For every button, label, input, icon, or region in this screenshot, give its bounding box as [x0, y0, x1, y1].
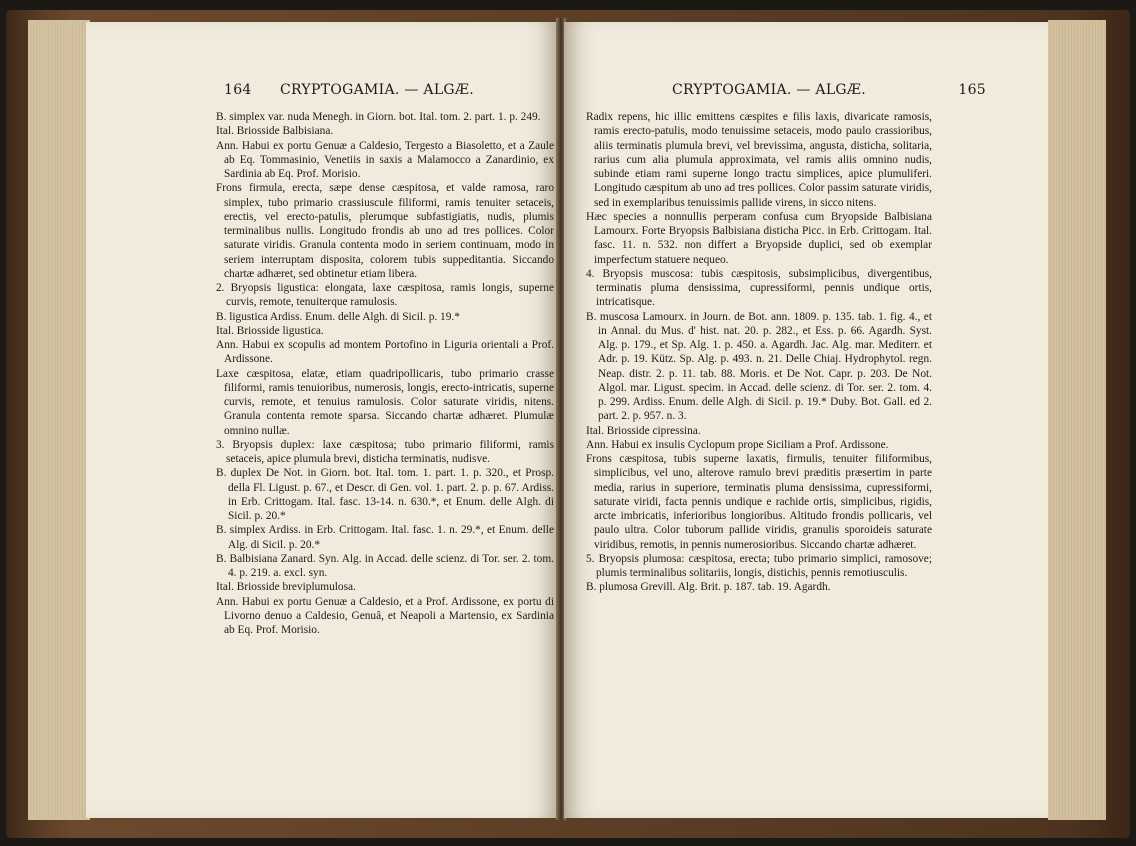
paragraph: 2. Bryopsis ligustica: elongata, laxe cæspitosa, ramis longis, superne curvis, remote, tenuiterque ramulosis.: [216, 282, 554, 309]
paragraph: Ann. Habui ex portu Genuæ a Caldesio, et a Prof. Ardissone, ex portu di Livorno denuo a Caldesio, Genuâ, et Neapoli a Martensio, ex Sardinia ab Eq. Prof. Morisio.: [216, 595, 554, 636]
right-page-number: 165: [958, 82, 986, 98]
paragraph: Ann. Habui ex portu Genuæ a Caldesio, Tergesto a Biasoletto, et a Zaule ab Eq. Tommasinio, Venetiis in saxis a Malamocco a Zanardinio, ex Sardinia ab Eq. Prof. Morisio.: [216, 139, 554, 180]
paragraph: Ann. Habui ex insulis Cyclopum prope Siciliam a Prof. Ardissone.: [586, 438, 889, 451]
left-page: [86, 22, 558, 818]
page-edges-right: [1048, 20, 1106, 820]
left-page-number: 164: [224, 82, 252, 98]
left-page-text: [216, 110, 554, 637]
right-running-head: [672, 82, 986, 106]
paragraph: B. simplex var. nuda Menegh. in Giorn. bot. Ital. tom. 2. part. 1. p. 249.: [216, 111, 541, 123]
paragraph: Frons cæspitosa, tubis superne laxatis, firmulis, tenuiter filiformibus, simplicibus, vel uno, alterove ramulo brevi præditis præsertim in parte media, rarius in superiore, terminatis pluma densissima, cupressiformi, saturate viridi, facta pennis undique e rachide ortis, simplicibus, rigidis, arcte imbricatis, inferioribus longioribus. Altitudo frondis pollicaris, vel paulo ultra. Color tuborum pallide viridis, granulis sporoideis saturate viridibus, remotis, in pennis numerosioribus. Siccando chartæ adhæret.: [586, 453, 932, 551]
paragraph: B. Balbisiana Zanard. Syn. Alg. in Accad. delle scienz. di Tor. ser. 2. tom. 4. p. 219. a. excl. syn.: [216, 552, 554, 579]
paragraph: Laxe cæspitosa, elatæ, etiam quadripollicaris, tubo primario crasse filiformi, ramis tenuioribus, numerosis, longis, erecto-intricatis, superne curvis, remote, et tenuius ramulosis. Color saturate viridis, nitens. Granula contenta remote sparsa. Siccando chartæ adhæret. Plumulæ omnino nullæ.: [216, 367, 554, 437]
left-running-title: CRYPTOGAMIA. — ALGÆ.: [280, 82, 474, 98]
paragraph: Hæc species a nonnullis perperam confusa cum Bryopside Balbisiana Lamourx. Forte Bryopsis Balbisiana disticha Picc. in Erb. Crittogam. Ital. fasc. 11. n. 532. non differt a Bryopside duplici, sed ob exemplar imperfectum statuere nequeo.: [586, 210, 932, 266]
paragraph: Ital. Briosside Balbisiana.: [216, 125, 334, 138]
paragraph: Ital. Briosside ligustica.: [216, 324, 324, 337]
page-edges-left: [28, 20, 90, 820]
paragraph: B. duplex De Not. in Giorn. bot. Ital. tom. 1. part. 1. p. 320., et Prosp. della Fl. Ligust. p. 67., et Descr. di Gen. vol. 1. part. 2. p. p. 67. Ardiss. in Erb. Crittogam. Ital. fasc. 13-14. n. 630.*, et Enum. delle Algh. di Sicil. p. 20.*: [216, 467, 554, 522]
paragraph: 3. Bryopsis duplex: laxe cæspitosa; tubo primario filiformi, ramis setaceis, apice plumula brevi, disticha terminatis, nudisve.: [216, 438, 554, 465]
paragraph: B. simplex Ardiss. in Erb. Crittogam. Ital. fasc. 1. n. 29.*, et Enum. delle Alg. di Sicil. p. 20.*: [216, 524, 554, 551]
right-running-title: CRYPTOGAMIA. — ALGÆ.: [672, 82, 866, 98]
paragraph: 5. Bryopsis plumosa: cæspitosa, erecta; tubo primario simplici, ramosove; plumis terminalibus solitariis, longis, distichis, pennis remotiusculis.: [586, 552, 932, 579]
paragraph: 4. Bryopsis muscosa: tubis cæspitosis, subsimplicibus, divergentibus, terminatis pluma densissima, cupressiformi, pennis undique ortis, intricatisque.: [586, 267, 932, 309]
paragraph: B. plumosa Grevill. Alg. Brit. p. 187. tab. 19. Agardh.: [586, 581, 831, 594]
paragraph: B. muscosa Lamourx. in Journ. de Bot. ann. 1809. p. 135. tab. 1. fig. 4., et in Annal. du Mus. d' hist. nat. 20. p. 282., et Ess. p. 66. Agardh. Syst. Alg. p. 179., et Sp. Alg. 1. p. 450. a. Agardh. Jac. Alg. mar. Mediterr. et Adr. p. 19. Kütz. Sp. Alg. p. 493. n. 21. Delle Chiaj. Hydrophytol. regn. Neap. distr. 2. p. 11. tab. 88. Moris. et De Not. Capr. p. 203. De Not. Algol. mar. Ligust. specim. in Accad. delle scienz. di Tor. ser. 2. tom. 4. p. 299. Ardiss. Enum. delle Algh. di Sicil. p. 19.* Duby. Bot. Gall. ed 2. part. 2. p. 957. n. 3.: [586, 310, 932, 423]
paragraph: Ital. Briosside breviplumulosa.: [216, 581, 356, 594]
left-running-head: [224, 82, 524, 106]
paragraph: Ital. Briosside cipressina.: [586, 424, 701, 437]
paragraph: Radix repens, hic illic emittens cæspites e filis laxis, divaricate ramosis, ramis erecto-patulis, modo tenuissime setaceis, modo paulo crassioribus, aliis terminatis plumula brevi, vel brevissima, angusta, disticha, solitaria, rarius cum alia plumula approximata, vel ramis aliis omnino nudis, subinde etiam rami superne longo tractu simplices, apice plumuliferi. Longitudo cæspitum ab uno ad tres pollices. Color passim saturate viridis, sed in exemplaribus tenuissimis pallide virens, in sicco nitens.: [586, 111, 932, 209]
paragraph: Ann. Habui ex scopulis ad montem Portofino in Liguria orientali a Prof. Ardissone.: [216, 339, 554, 366]
right-page: [564, 22, 1048, 818]
paragraph: Frons firmula, erecta, sæpe dense cæspitosa, et valde ramosa, raro simplex, tubo primario crassiuscule filiformi, ramis tenuiter setaceis, erectis, vel erecto-patulis, plerumque subfastigiatis, nudis, plumis terminalibus nullis. Longitudo frondis ab uno ad tres pollices. Color saturate viridis. Granula contenta modo in seriem continuam, modo in seriem interruptam disposita, colorem tubis suppeditantia. Siccando chartæ adhæret, sed obtinetur etiam libera.: [216, 182, 554, 280]
right-page-text: [586, 110, 932, 595]
paragraph: B. ligustica Ardiss. Enum. delle Algh. di Sicil. p. 19.*: [216, 310, 460, 323]
